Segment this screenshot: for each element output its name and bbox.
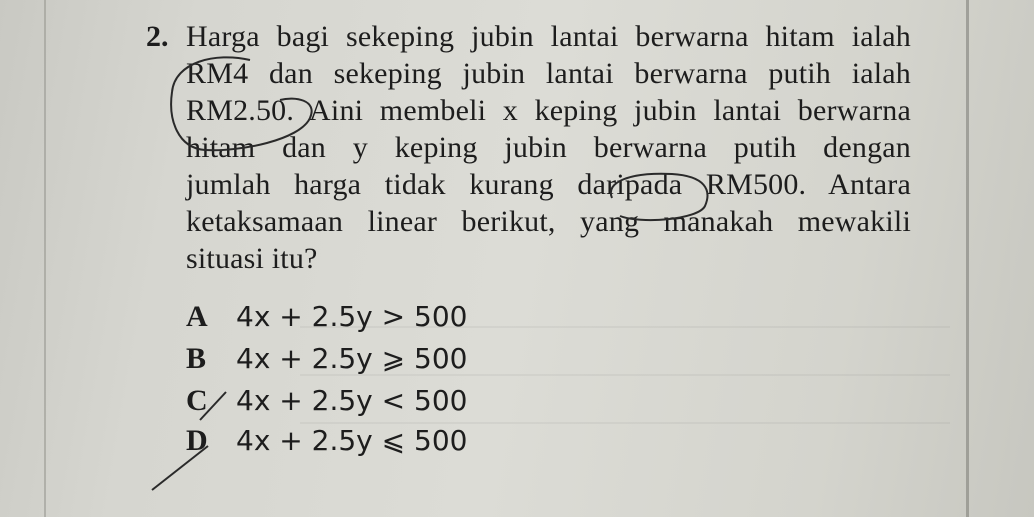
question-line-1: Harga bagi sekeping jubin lantai berwarna hitam ialah [186,20,911,53]
question-line-5: jumlah harga tidak kurang daripada RM500. Antara [186,168,911,201]
option-b-expression[interactable]: 4x + 2.5y ⩾ 500 [236,342,468,375]
option-d-letter[interactable]: D [186,424,208,457]
option-a-expression[interactable]: 4x + 2.5y > 500 [236,300,468,333]
option-d-expression[interactable]: 4x + 2.5y ⩽ 500 [236,424,468,457]
option-a-letter[interactable]: A [186,300,208,333]
question-line-2: RM4 dan sekeping jubin lantai berwarna putih ialah [186,57,911,90]
question-line-7: situasi itu? [186,242,318,275]
option-c-letter[interactable]: C [186,384,208,417]
question-line-4: hitam dan y keping jubin berwarna putih dengan [186,131,911,164]
option-c-expression[interactable]: 4x + 2.5y < 500 [236,384,468,417]
question-line-6: ketaksamaan linear berikut, yang manakah mewakili [186,205,911,238]
question-number: 2. [146,20,169,53]
page-left-edge [44,0,46,517]
question-line-3: RM2.50. Aini membeli x keping jubin lantai berwarna [186,94,911,127]
option-b-letter[interactable]: B [186,342,207,375]
page-right-edge [966,0,969,517]
